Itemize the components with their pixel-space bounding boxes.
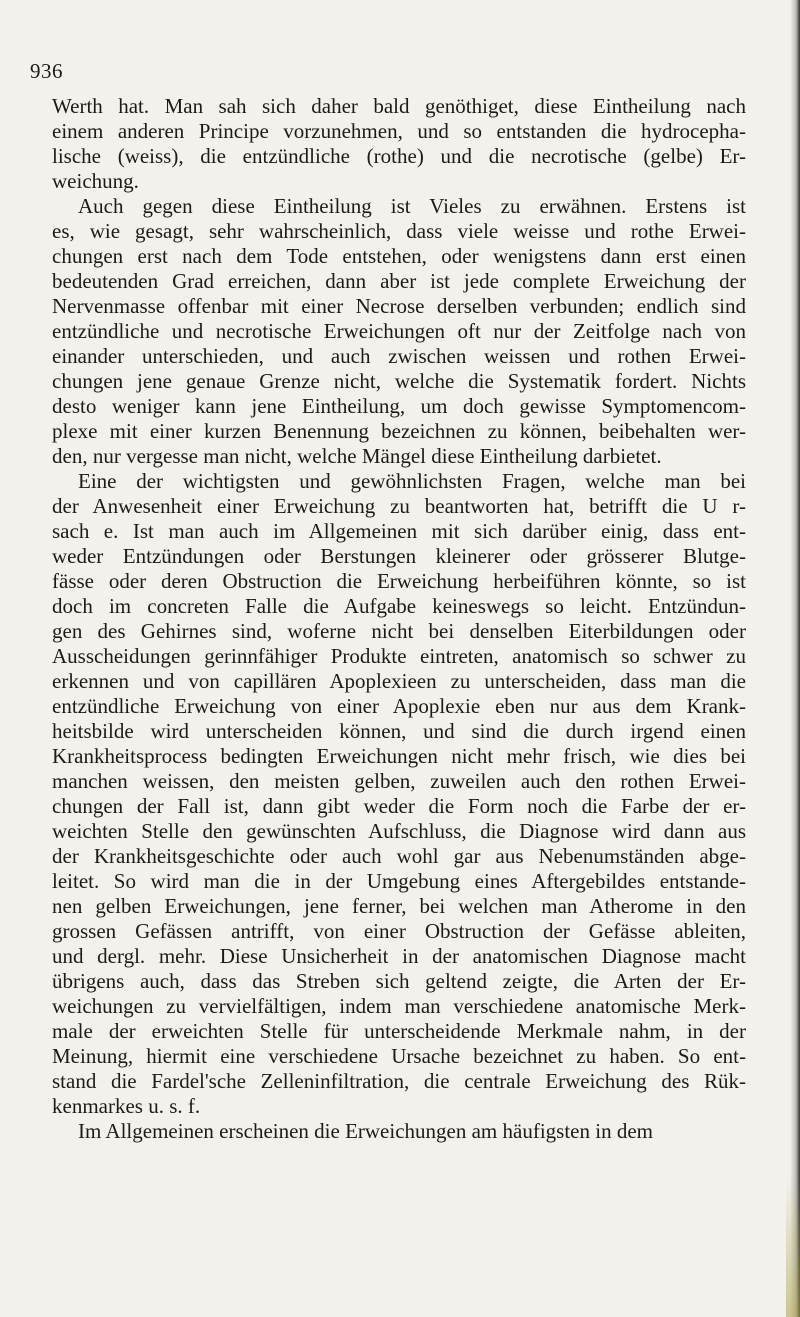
text-line: grossen Gefässen antrifft, von einer Obstruction der Gefässe ableiten, <box>52 919 746 943</box>
body-text <box>52 94 746 1144</box>
text-line: stand die Fardel'sche Zelleninfiltration, die centrale Erweichung des Rük- <box>52 1069 746 1093</box>
text-line: Auch gegen diese Eintheilung ist Vieles zu erwähnen. Erstens ist <box>78 194 746 218</box>
page-number: 936 <box>30 59 63 83</box>
text-line: chungen der Fall ist, dann gibt weder die Form noch die Farbe der er- <box>52 794 746 818</box>
text-line: Ausscheidungen gerinnfähiger Produkte eintreten, anatomisch so schwer zu <box>52 644 746 668</box>
text-line: Krankheitsprocess bedingten Erweichungen nicht mehr frisch, wie dies bei <box>52 744 746 768</box>
text-line: der Krankheitsgeschichte oder auch wohl gar aus Nebenumständen abge- <box>52 844 746 868</box>
text-line: einem anderen Principe vorzunehmen, und so entstanden die hydrocepha- <box>52 119 746 143</box>
text-line: erkennen und von capillären Apoplexieen zu unterscheiden, dass man die <box>52 669 746 693</box>
text-line: weichungen zu vervielfältigen, indem man verschiedene anatomische Merk- <box>52 994 746 1018</box>
text-line: male der erweichten Stelle für unterscheidende Merkmale nahm, in der <box>52 1019 746 1043</box>
text-line: Im Allgemeinen erscheinen die Erweichungen am häufigsten in dem <box>78 1119 653 1143</box>
text-line: der Anwesenheit einer Erweichung zu beantworten hat, betrifft die U r- <box>52 494 746 518</box>
text-line: weder Entzündungen oder Berstungen kleinerer oder grösserer Blutge- <box>52 544 746 568</box>
text-line: einander unterschieden, und auch zwischen weissen und rothen Erwei- <box>52 344 746 368</box>
text-line: und dergl. mehr. Diese Unsicherheit in der anatomischen Diagnose macht <box>52 944 746 968</box>
text-line: kenmarkes u. s. f. <box>52 1094 201 1118</box>
text-line: bedeutenden Grad erreichen, dann aber ist jede complete Erweichung der <box>52 269 746 293</box>
text-line: lische (weiss), die entzündliche (rothe) und die necrotische (gelbe) Er- <box>52 144 746 168</box>
text-line: plexe mit einer kurzen Benennung bezeichnen zu können, beibehalten wer- <box>52 419 746 443</box>
text-line: den, nur vergesse man nicht, welche Mängel diese Eintheilung darbietet. <box>52 444 662 468</box>
text-line: übrigens auch, dass das Streben sich geltend zeigte, die Arten der Er- <box>52 969 746 993</box>
page-corner-stain <box>786 1177 800 1317</box>
text-line: gen des Gehirnes sind, woferne nicht bei denselben Eiterbildungen oder <box>52 619 746 643</box>
text-line: entzündliche und necrotische Erweichungen oft nur der Zeitfolge nach von <box>52 319 746 343</box>
text-line: leitet. So wird man die in der Umgebung eines Aftergebildes entstande- <box>52 869 746 893</box>
text-line: nen gelben Erweichungen, jene ferner, bei welchen man Atherome in den <box>52 894 746 918</box>
text-line: weichten Stelle den gewünschten Aufschluss, die Diagnose wird dann aus <box>52 819 746 843</box>
text-line: heitsbilde wird unterscheiden können, und sind die durch irgend einen <box>52 719 746 743</box>
text-line: Werth hat. Man sah sich daher bald genöthiget, diese Eintheilung nach <box>52 94 746 118</box>
text-line: fässe oder deren Obstruction die Erweichung herbeiführen könnte, so ist <box>52 569 746 593</box>
text-line: es, wie gesagt, sehr wahrscheinlich, dass viele weisse und rothe Erwei- <box>52 219 746 243</box>
text-line: Eine der wichtigsten und gewöhnlichsten Fragen, welche man bei <box>78 469 746 493</box>
page-edge-shadow <box>790 0 800 1317</box>
text-line: chungen jene genaue Grenze nicht, welche die Systematik fordert. Nichts <box>52 369 746 393</box>
text-line: Nervenmasse offenbar mit einer Necrose derselben verbunden; endlich sind <box>52 294 746 318</box>
text-line: sach e. Ist man auch im Allgemeinen mit sich darüber einig, dass ent- <box>52 519 746 543</box>
text-line: desto weniger kann jene Eintheilung, um doch gewisse Symptomencom- <box>52 394 746 418</box>
text-line: Meinung, hiermit eine verschiedene Ursache bezeichnet zu haben. So ent- <box>52 1044 746 1068</box>
text-line: doch im concreten Falle die Aufgabe keineswegs so leicht. Entzündun- <box>52 594 746 618</box>
text-line: manchen weissen, den meisten gelben, zuweilen auch den rothen Erwei- <box>52 769 746 793</box>
text-line: chungen erst nach dem Tode entstehen, oder wenigstens dann erst einen <box>52 244 746 268</box>
text-line: entzündliche Erweichung von einer Apoplexie eben nur aus dem Krank- <box>52 694 746 718</box>
text-line: weichung. <box>52 169 139 193</box>
